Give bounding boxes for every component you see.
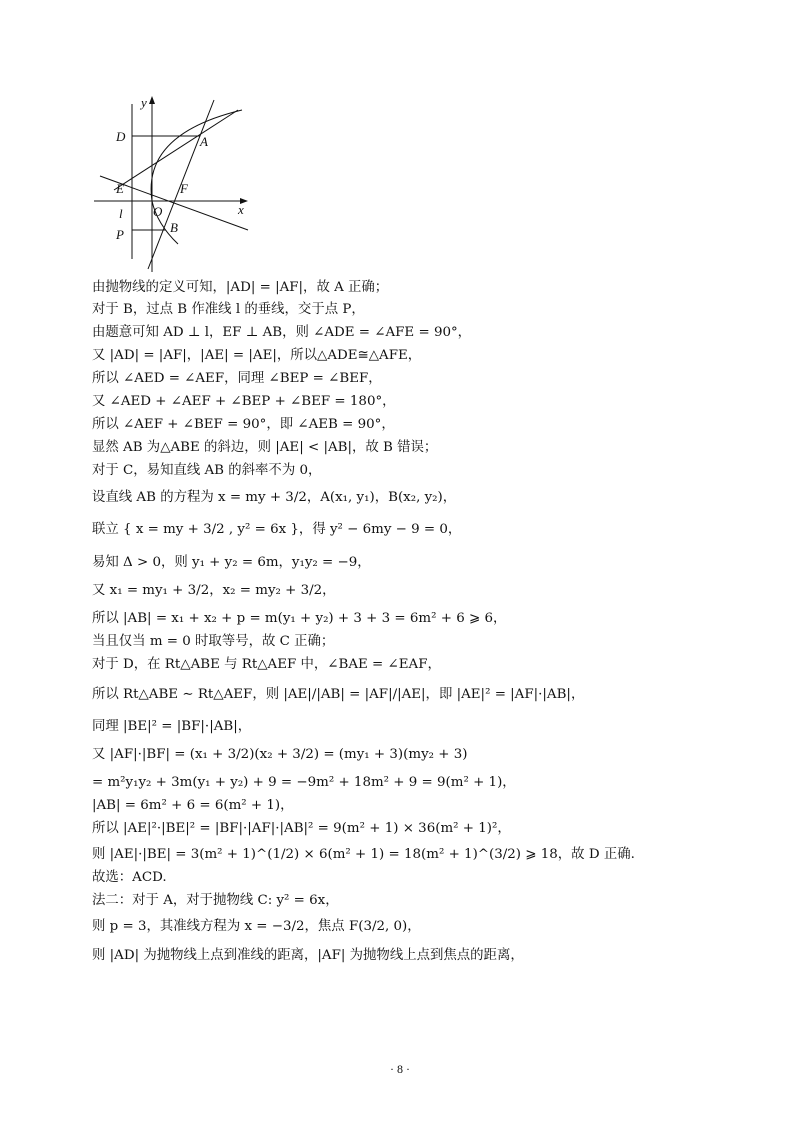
line-ea (114, 110, 238, 190)
solution-line-10: 设直线 AB 的方程为 x = my + 3/2，A(x₁, y₁)，B(x₂, y₂)， (92, 490, 457, 505)
solution-line-13: 又 x₁ = my₁ + 3/2，x₂ = my₂ + 3/2， (92, 583, 336, 598)
solution-line-15: 当且仅当 m = 0 时取等号，故 C 正确； (92, 634, 335, 649)
solution-line-6: 又 ∠AED + ∠AEF + ∠BEP + ∠BEF = 180°， (92, 394, 396, 409)
label-x: x (238, 202, 244, 217)
solution-line-17: 所以 Rt△ABE ∼ Rt△AEF，则 |AE|/|AB| = |AF|/|AE|，即 |AE|² = |AF|·|AB|， (92, 687, 585, 702)
solution-line-14: 所以 |AB| = x₁ + x₂ + p = m(y₁ + y₂) + 3 + 3 = 6m² + 6 ⩾ 6， (92, 611, 507, 626)
solution-line-26: 则 p = 3，其准线方程为 x = −3/2，焦点 F(3/2, 0)， (92, 919, 421, 934)
label-b: B (170, 220, 178, 235)
solution-line-20: = m²y₁y₂ + 3m(y₁ + y₂) + 9 = −9m² + 18m² + 9 = 9(m² + 1)， (92, 775, 516, 790)
solution-line-8: 显然 AB 为△ABE 的斜边，则 |AE| < |AB|，故 B 错误； (92, 440, 438, 455)
page-number: · 8 · (390, 1062, 410, 1076)
label-y: y (141, 95, 147, 110)
solution-line-12: 易知 Δ > 0，则 y₁ + y₂ = 6m，y₁y₂ = −9， (92, 555, 371, 570)
parabola-figure (92, 94, 256, 272)
label-f: F (180, 181, 188, 196)
solution-line-18: 同理 |BE|² = |BF|·|AB|， (92, 719, 252, 734)
solution-line-5: 所以 ∠AED = ∠AEF，同理 ∠BEP = ∠BEF， (92, 371, 382, 386)
solution-line-7: 所以 ∠AEF + ∠BEF = 90°，即 ∠AEB = 90°， (92, 417, 395, 432)
label-d: D (116, 129, 126, 144)
solution-line-16: 对于 D，在 Rt△ABE 与 Rt△AEF 中，∠BAE = ∠EAF， (92, 657, 441, 672)
solution-line-1: 由抛物线的定义可知，|AD| = |AF|，故 A 正确； (92, 280, 389, 295)
solution-line-27: 则 |AD| 为抛物线上点到准线的距离，|AF| 为抛物线上点到焦点的距离， (92, 948, 524, 963)
solution-line-9: 对于 C，易知直线 AB 的斜率不为 0， (92, 463, 322, 478)
solution-line-4: 又 |AD| = |AF|，|AE| = |AE|，所以△ADE≅△AFE， (92, 348, 422, 363)
parabola-curve (151, 110, 242, 244)
y-axis-arrow (149, 96, 155, 104)
label-a: A (200, 134, 208, 149)
solution-line-11: 联立 { x = my + 3/2 , y² = 6x }，得 y² − 6my − 9 = 0， (92, 522, 462, 537)
solution-line-22: 所以 |AE|²·|BE|² = |BF|·|AF|·|AB|² = 9(m² + 1) × 36(m² + 1)²， (92, 821, 511, 836)
label-l: l (119, 206, 123, 221)
solution-line-3: 由题意可知 AD ⊥ l，EF ⊥ AB，则 ∠ADE = ∠AFE = 90°， (92, 325, 472, 340)
solution-line-25: 法二：对于 A，对于抛物线 C: y² = 6x， (92, 893, 339, 908)
solution-line-24: 故选：ACD. (92, 870, 167, 885)
label-o: O (153, 204, 163, 219)
solution-line-23: 则 |AE|·|BE| = 3(m² + 1)^(1/2) × 6(m² + 1) = 18(m² + 1)^(3/2) ⩾ 18，故 D 正确. (92, 847, 635, 862)
label-p: P (116, 227, 124, 242)
solution-line-21: |AB| = 6m² + 6 = 6(m² + 1)， (92, 798, 294, 813)
label-e: E (116, 181, 124, 196)
solution-line-19: 又 |AF|·|BF| = (x₁ + 3/2)(x₂ + 3/2) = (my₁ + 3)(my₂ + 3) (92, 747, 468, 762)
solution-line-2: 对于 B，过点 B 作准线 l 的垂线，交于点 P， (92, 302, 365, 317)
